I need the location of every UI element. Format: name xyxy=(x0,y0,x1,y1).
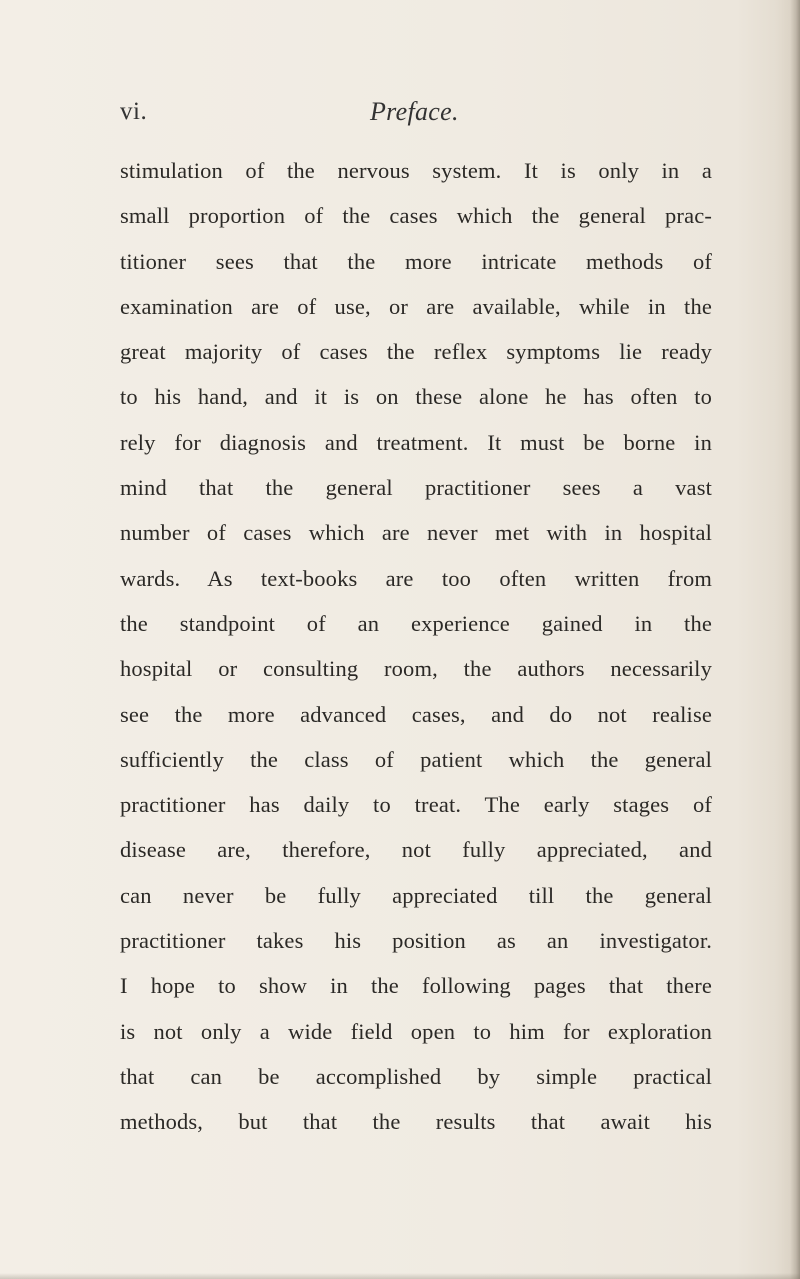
text-line: see the more advanced cases, and do not realise xyxy=(120,701,712,727)
page-edge-shadow xyxy=(790,0,800,1279)
text-line: titioner sees that the more intricate methods of xyxy=(120,248,712,274)
text-line: to his hand, and it is on these alone he has often to xyxy=(120,384,712,410)
text-line: practitioner takes his position as an investigator. xyxy=(120,928,712,954)
text-line: small proportion of the cases which the general prac- xyxy=(120,203,712,229)
text-line: that can be accomplished by simple practical xyxy=(120,1063,712,1089)
text-line: the standpoint of an experience gained in the xyxy=(120,610,712,636)
page-bottom-shadow xyxy=(0,1273,800,1279)
running-head xyxy=(120,98,715,138)
text-line: examination are of use, or are available, while in the xyxy=(120,293,712,319)
text-line: disease are, therefore, not fully appreciated, and xyxy=(120,837,712,863)
text-line: practitioner has daily to treat. The early stages of xyxy=(120,792,712,818)
text-line: stimulation of the nervous system. It is only in a xyxy=(120,158,712,183)
text-line: methods, but that the results that await his xyxy=(120,1109,712,1135)
text-line: can never be fully appreciated till the general xyxy=(120,882,712,908)
text-line: sufficiently the class of patient which the general xyxy=(120,746,712,772)
text-line: rely for diagnosis and treatment. It must be borne in xyxy=(120,429,712,455)
text-line: great majority of cases the reflex symptoms lie ready xyxy=(120,339,712,365)
text-line: is not only a wide field open to him for exploration xyxy=(120,1018,712,1044)
page-title: Preface. xyxy=(370,97,459,126)
page-number: vi. xyxy=(120,98,148,125)
text-line: number of cases which are never met with in hospital xyxy=(120,520,712,546)
text-line: hospital or consulting room, the authors necessarily xyxy=(120,656,712,682)
text-line: I hope to show in the following pages that there xyxy=(120,973,712,999)
text-line: wards. As text-books are too often written from xyxy=(120,565,712,591)
body-text xyxy=(120,148,712,1145)
text-line: mind that the general practitioner sees a vast xyxy=(120,475,712,501)
